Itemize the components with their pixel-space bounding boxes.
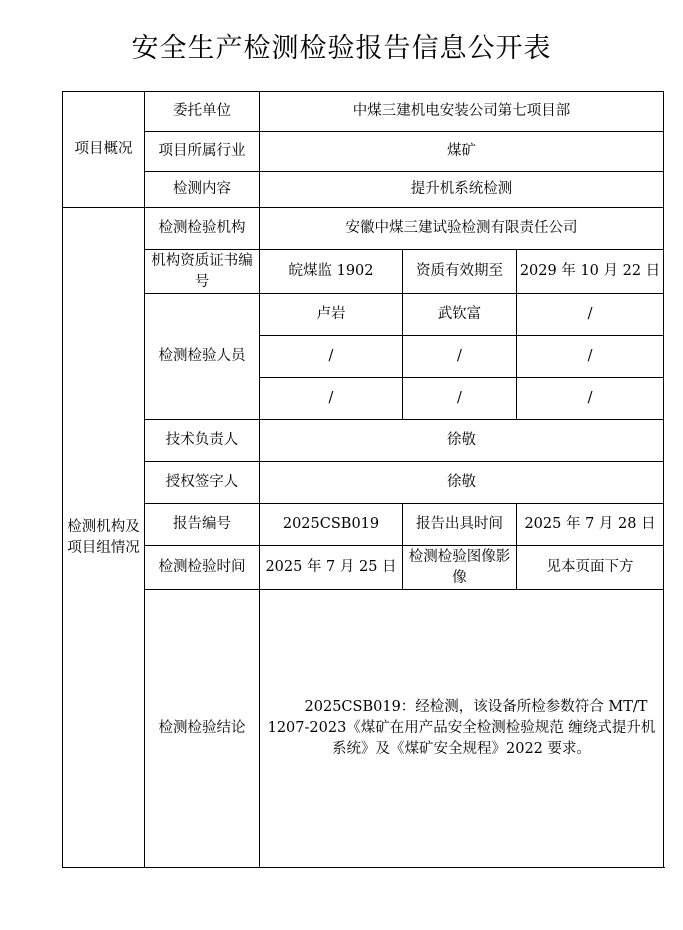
personnel-label: 检测检验人员: [145, 294, 260, 420]
client-value: 中煤三建机电安装公司第七项目部: [260, 92, 664, 132]
industry-label: 项目所属行业: [145, 132, 260, 172]
test-date-label: 检测检验时间: [145, 546, 260, 590]
issue-date-value: 2025 年 7 月 28 日: [517, 504, 664, 546]
test-content-label: 检测内容: [145, 172, 260, 208]
client-label: 委托单位: [145, 92, 260, 132]
image-value: 见本页面下方: [517, 546, 664, 590]
test-date-value: 2025 年 7 月 25 日: [260, 546, 403, 590]
conclusion-cell: [260, 590, 664, 868]
personnel-cell: /: [260, 336, 403, 378]
section-conclusion: 检测检验结论: [145, 590, 260, 868]
personnel-cell: /: [517, 378, 664, 420]
signatory-value: 徐敬: [260, 462, 664, 504]
validity-value: 2029 年 10 月 22 日: [517, 250, 664, 294]
cert-number-value: 皖煤监 1902: [260, 250, 403, 294]
personnel-cell: /: [403, 378, 517, 420]
validity-label: 资质有效期至: [403, 250, 517, 294]
issue-date-label: 报告出具时间: [403, 504, 517, 546]
page-title: 安全生产检测检验报告信息公开表: [131, 33, 552, 64]
section-org-team: 检测机构及项目组情况: [63, 208, 145, 868]
personnel-cell: 卢岩: [260, 294, 403, 336]
personnel-cell: /: [517, 294, 664, 336]
tech-lead-label: 技术负责人: [145, 420, 260, 462]
personnel-cell: /: [517, 336, 664, 378]
section-project-overview: 项目概况: [63, 92, 145, 208]
signatory-label: 授权签字人: [145, 462, 260, 504]
personnel-cell: 武钦富: [403, 294, 517, 336]
institution-value: 安徽中煤三建试验检测有限责任公司: [260, 208, 664, 250]
report-number-value: 2025CSB019: [260, 504, 403, 546]
image-label: 检测检验图像影像: [403, 546, 517, 590]
report-table: [62, 91, 664, 868]
tech-lead-value: 徐敬: [260, 420, 664, 462]
personnel-cell: /: [260, 378, 403, 420]
report-number-label: 报告编号: [145, 504, 260, 546]
test-content-value: 提升机系统检测: [260, 172, 664, 208]
cert-number-label: 机构资质证书编号: [145, 250, 260, 294]
industry-value: 煤矿: [260, 132, 664, 172]
institution-label: 检测检验机构: [145, 208, 260, 250]
personnel-cell: /: [403, 336, 517, 378]
conclusion-text: 2025CSB019：经检测，该设备所检参数符合 MT/T 1207-2023《煤矿在用产品安全检测检验规范 缠绕式提升机系统》及《煤矿安全规程》2022 要求。: [267, 699, 656, 757]
